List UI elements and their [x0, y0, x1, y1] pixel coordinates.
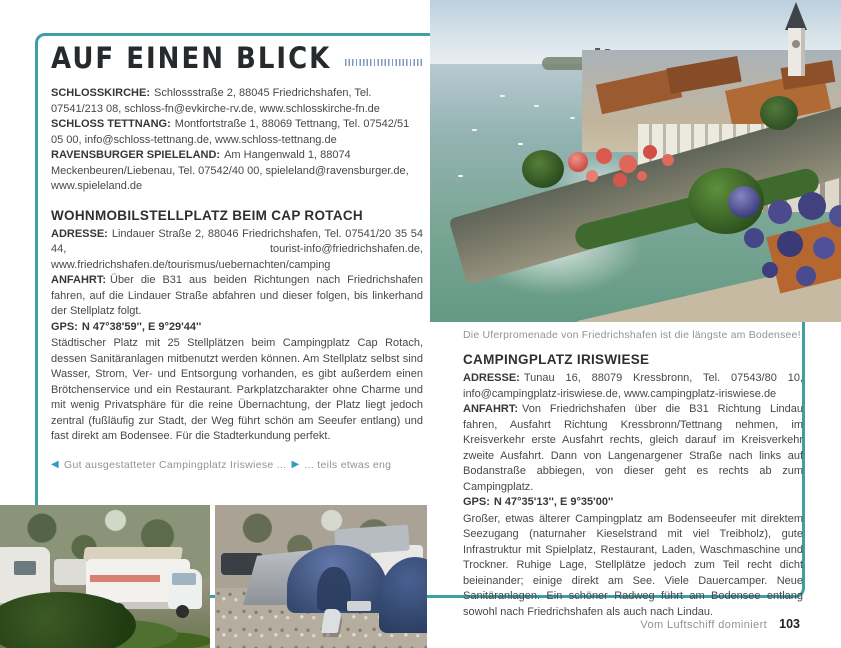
photo-caption-left: Gut ausgestatteter Campingplatz Iriswiese ...: [64, 458, 287, 471]
photo-church-clock: [792, 40, 800, 48]
prev-photo-arrow-icon: ◀: [51, 459, 59, 470]
left-article-heading: WOHNMOBILSTELLPLATZ BEIM CAP ROTACH: [51, 207, 363, 223]
right-column: [463, 329, 803, 620]
campsite-photo-tents: [215, 505, 427, 648]
info-entry-label: SCHLOSSKIRCHE:: [51, 87, 151, 99]
info-entry-spieleland: [51, 148, 423, 195]
photo-caravan: [54, 559, 88, 585]
adresse-value: Tunau 16, 88079 Kressbronn, Tel. 07543/80 10, info@campingplatz-iriswiese.de, www.campingplatz-iriswiese.de: [463, 372, 803, 400]
adresse-value: Lindauer Straße 2, 88046 Friedrichshafen, Tel. 07541/20 35 54 44, tourist-info@friedrichshafen.de, www.friedrichshafen.de/tourismus/uebernachten/camping: [51, 227, 423, 271]
title-ticks-decoration: [345, 59, 423, 66]
photo-caption-right: ... teils etwas eng: [304, 458, 392, 471]
info-entry-schloss-tettnang: [51, 117, 423, 148]
photo-caravan-window: [14, 561, 36, 575]
photo-tree: [522, 150, 564, 188]
left-gps-field: [51, 320, 423, 336]
right-article-body: Großer, etwas älterer Campingplatz am Bodenseeufer mit direktem Seezugang (naturnaher Kieselstrand mit viel Treibholz), gute Infrastruktur mit Spielplatz, Restaurant, Laden, Waschmaschine und Trockner. Ruhige Lage, Stellplätze jedoch zum Teil recht dicht beieinander; einige direkt am See. Viele Dauercamper. Neue Sanitäranlagen. Ein schöner Radweg führt am Bodensee entlang sowohl nach Friedrichshafen als auch nach Lindau.: [463, 512, 803, 618]
campsite-photo-motorhome: [0, 505, 210, 648]
photo-purple-umbrellas: [728, 186, 760, 218]
info-entry-schlosskirche: [51, 86, 423, 117]
uferpromenade-photo: [430, 0, 841, 322]
next-photo-arrow-icon: ▶: [291, 459, 300, 470]
left-article-body: Städtischer Platz mit 25 Stellplätzen beim Campingplatz Cap Rotach, dessen Sanitäranlagen mitbenutzt werden können. Am Stellplatz selbst sind Wasser, Strom, Ver- und Entsorgung vorhanden, es gibt außerdem einen Brötchenservice und ein Restaurant. Parkplatzcharakter ohne Charme und mit wenig Privatsphäre für die reine Übernachtung, der Platz liegt jedoch zentral (fußläufig zur Stadt, der Weg führt schön am Seeufer entlang) und fast direkt am Bodensee. Für die Stadterkundung perfekt.: [51, 337, 423, 442]
info-entry-text: Am Hangenwald 1, 88074 Meckenbeuren/Liebenau, Tel. 07542/40 00, spieleland@ravensburger.de, www.spieleland.de: [51, 149, 409, 192]
photo-church-spire: [785, 2, 807, 30]
info-entry-label: RAVENSBURGER SPIELELAND:: [51, 149, 221, 161]
gps-label: GPS:: [51, 320, 78, 333]
right-gps-field: [463, 495, 803, 511]
photo-church-tower: [788, 28, 805, 76]
info-entry-label: SCHLOSS TETTNANG:: [51, 118, 171, 130]
right-anfahrt-field: [463, 402, 803, 495]
glance-title-row: [51, 44, 423, 74]
photo-wheel: [176, 605, 189, 618]
left-adresse-field: [51, 227, 423, 274]
adresse-label: ADRESSE:: [463, 372, 520, 384]
info-entry-text: Schlossstraße 2, 88045 Friedrichshafen, Tel. 07541/213 08, schloss-fn@evkirche-rv.de, www.schlosskirche-fn.de: [51, 87, 380, 115]
page-number: 103: [779, 617, 800, 631]
gps-value: N 47°35'13'', E 9°35'00'': [493, 496, 614, 508]
photo-red-umbrellas: [568, 152, 588, 172]
photo-tree: [760, 96, 798, 130]
glance-title: AUF EINEN BLICK: [51, 42, 332, 76]
left-anfahrt-field: [51, 273, 423, 320]
photo-tent-door: [317, 567, 351, 611]
photo-strip-caption: [51, 459, 423, 471]
photo-camping-table: [347, 601, 371, 611]
photo-motorhome-windshield: [172, 573, 196, 585]
anfahrt-value: Von Friedrichshafen über die B31 Richtung Lindau fahren, Ausfahrt Richtung Kressbronn/Tettnang nehmen, im Kreisverkehr erste Ausfahrt rechts, gleich darauf im Kreisverkehr zweite Ausfahrt. Dann von Langenargener Straße nach links auf Bodanstraße abbiegen, von dieser geht es rechts ab zum Campingplatz.: [463, 403, 803, 493]
adresse-label: ADRESSE:: [51, 227, 108, 240]
left-column: [51, 44, 423, 471]
page-footer: [640, 617, 800, 631]
right-article-heading: CAMPINGPLATZ IRISWIESE: [463, 352, 650, 367]
anfahrt-label: ANFAHRT:: [463, 403, 518, 415]
big-photo-caption: Die Uferpromenade von Friedrichshafen ist die längste am Bodensee!: [463, 329, 801, 341]
gps-value: N 47°38'59'', E 9°29'44'': [81, 320, 202, 333]
chapter-title: Vom Luftschiff dominiert: [640, 619, 768, 631]
info-entry-text: Montfortstraße 1, 88069 Tettnang, Tel. 07542/51 05 00, info@schloss-tettnang.de, www.schloss-tettnang.de: [51, 118, 410, 146]
anfahrt-label: ANFAHRT:: [51, 274, 106, 286]
gps-label: GPS:: [463, 496, 490, 508]
photo-motorhome-stripe: [90, 575, 160, 582]
photo-boats: [500, 95, 505, 97]
right-adresse-field: [463, 371, 803, 402]
anfahrt-value: Über die B31 aus beiden Richtungen nach Friedrichshafen fahren, auf die Lindauer Straße abfahren und dieser folgen, bis linkerhand der Stellplatz folgt.: [51, 274, 423, 317]
